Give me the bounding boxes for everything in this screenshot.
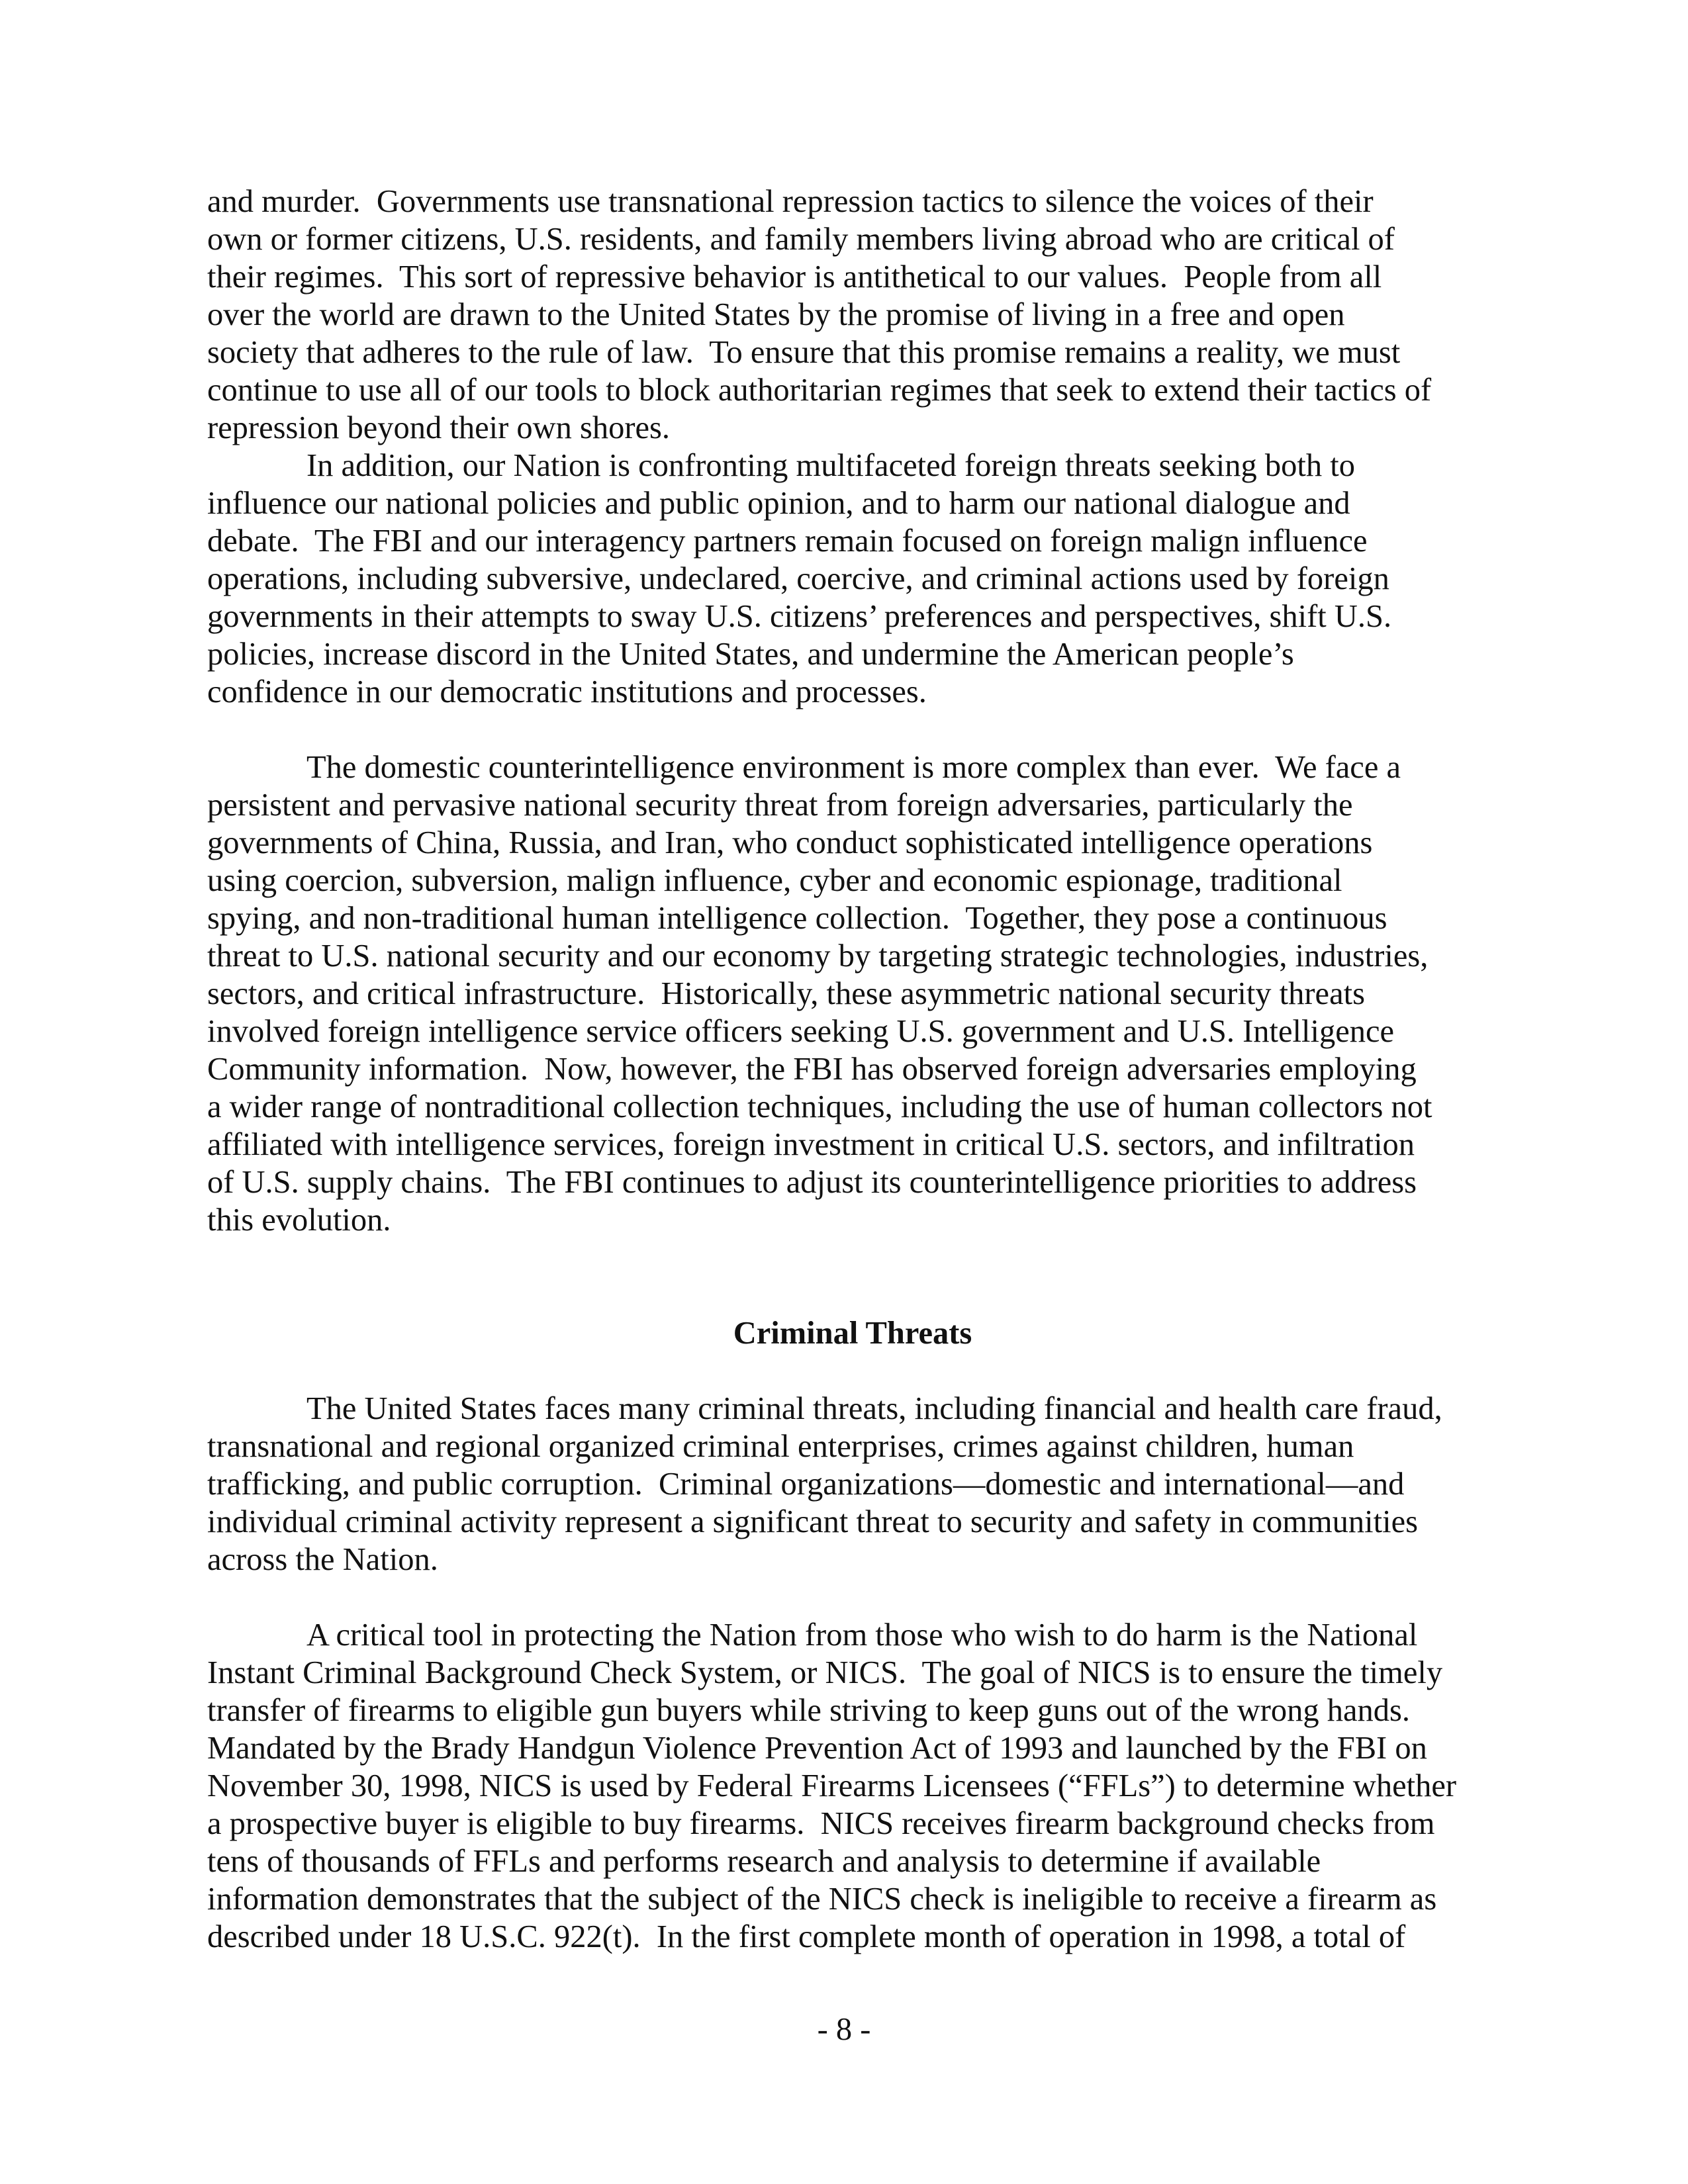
text-line: individual criminal activity represent a significant threat to security and safety in communities [207,1504,1418,1539]
text-line: continue to use all of our tools to block authoritarian regimes that seek to extend their tactics of [207,373,1432,408]
text-line: described under 18 U.S.C. 922(t). In the first complete month of operation in 1998, a total of [207,1919,1406,1954]
paragraph-nics [207,1616,1498,1956]
text-line: using coercion, subversion, malign influence, cyber and economic espionage, traditional [207,863,1342,898]
paragraph-foreign-influence [207,447,1498,711]
text-line: their regimes. This sort of repressive behavior is antithetical to our values. People from all [207,259,1382,295]
text-line: Community information. Now, however, the FBI has observed foreign adversaries employing [207,1052,1417,1087]
paragraph-counterintelligence [207,749,1498,1239]
text-line: a wider range of nontraditional collection techniques, including the use of human collectors not [207,1089,1432,1124]
text-line: affiliated with intelligence services, foreign investment in critical U.S. sectors, and infiltration [207,1127,1415,1162]
text-line: threat to U.S. national security and our economy by targeting strategic technologies, industries, [207,938,1429,974]
text-line: across the Nation. [207,1542,438,1577]
text-line: this evolution. [207,1203,391,1238]
text-line: governments in their attempts to sway U.S. citizens’ preferences and perspectives, shift U.S. [207,599,1392,634]
text-line: November 30, 1998, NICS is used by Federal Firearms Licensees (“FFLs”) to determine whether [207,1768,1457,1803]
text-line: over the world are drawn to the United States by the promise of living in a free and open [207,297,1345,332]
text-line: own or former citizens, U.S. residents, and family members living abroad who are critical of [207,222,1395,257]
text-line: operations, including subversive, undeclared, coercive, and criminal actions used by foreign [207,561,1389,596]
text-line: Instant Criminal Background Check System, or NICS. The goal of NICS is to ensure the timely [207,1655,1443,1690]
text-line: trafficking, and public corruption. Criminal organizations—domestic and international—and [207,1467,1405,1502]
text-line: society that adheres to the rule of law. To ensure that this promise remains a reality, we must [207,335,1401,370]
text-line: governments of China, Russia, and Iran, who conduct sophisticated intelligence operations [207,825,1373,860]
text-line: transnational and regional organized criminal enterprises, crimes against children, human [207,1429,1354,1464]
text-line: and murder. Governments use transnational repression tactics to silence the voices of their [207,184,1374,219]
text-line: In addition, our Nation is confronting multifaceted foreign threats seeking both to [306,448,1355,483]
paragraph-transnational-repression [207,183,1498,447]
paragraph-spacer [207,711,1498,749]
text-line: confidence in our democratic institutions and processes. [207,674,927,709]
text-line: spying, and non-traditional human intelligence collection. Together, they pose a continuous [207,901,1387,936]
text-line: Mandated by the Brady Handgun Violence Prevention Act of 1993 and launched by the FBI on [207,1731,1427,1766]
text-line: The United States faces many criminal threats, including financial and health care fraud, [306,1391,1442,1426]
paragraph-criminal-threats [207,1390,1498,1578]
text-line: influence our national policies and public opinion, and to harm our national dialogue and [207,486,1350,521]
text-line: debate. The FBI and our interagency partners remain focused on foreign malign influence [207,523,1368,559]
paragraph-spacer [207,1578,1498,1616]
text-line: tens of thousands of FFLs and performs research and analysis to determine if available [207,1844,1321,1879]
section-spacer [207,1239,1498,1314]
text-line: The domestic counterintelligence environment is more complex than ever. We face a [306,750,1401,785]
section-heading: Criminal Threats [733,1316,972,1351]
page-number: - 8 - [817,2012,871,2047]
text-line: sectors, and critical infrastructure. Historically, these asymmetric national security threats [207,976,1365,1011]
text-line: policies, increase discord in the United States, and undermine the American people’s [207,637,1294,672]
text-line: involved foreign intelligence service officers seeking U.S. government and U.S. Intelligence [207,1014,1395,1049]
text-line: transfer of firearms to eligible gun buyers while striving to keep guns out of the wrong hands. [207,1693,1410,1728]
document-body [207,183,1498,1956]
text-line: a prospective buyer is eligible to buy firearms. NICS receives firearm background checks from [207,1806,1435,1841]
paragraph-spacer [207,1352,1498,1390]
text-line: repression beyond their own shores. [207,410,671,445]
text-line: of U.S. supply chains. The FBI continues to adjust its counterintelligence priorities to address [207,1165,1417,1200]
text-line: A critical tool in protecting the Nation from those who wish to do harm is the National [306,1617,1418,1653]
text-line: information demonstrates that the subject of the NICS check is ineligible to receive a firearm as [207,1882,1437,1917]
text-line: persistent and pervasive national security threat from foreign adversaries, particularly the [207,788,1353,823]
